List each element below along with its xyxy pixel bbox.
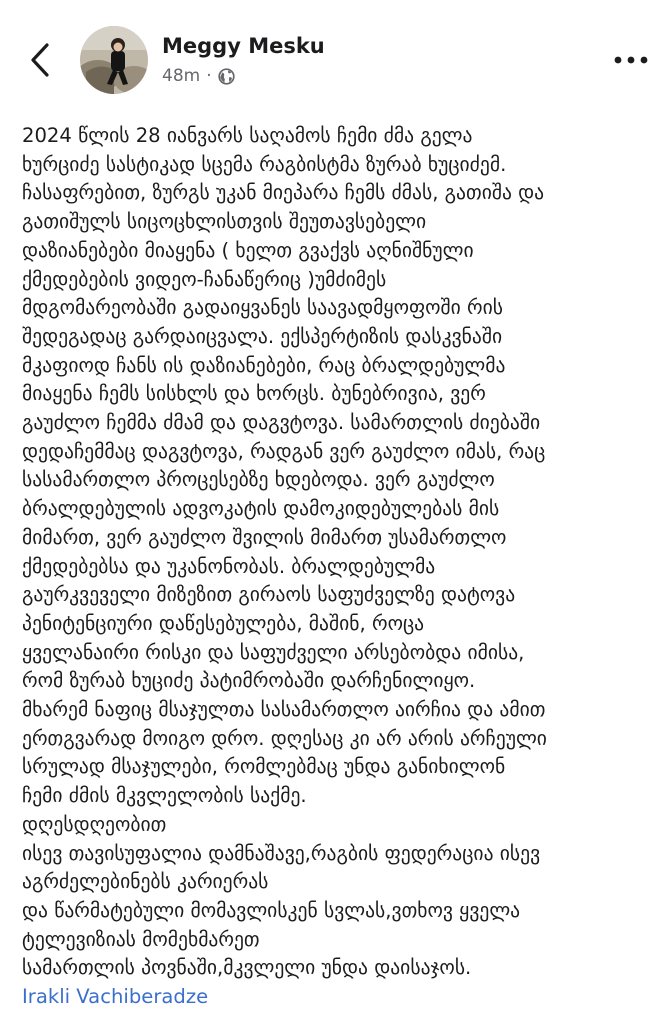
avatar[interactable] [80,26,148,94]
post-line: სრულად მსაჯულები, რომლებმაც უნდა განიხილონ [22,755,506,779]
more-horizontal-icon [614,56,648,64]
post-header [0,0,670,110]
post-line: გაურკვეველი მიზეზით გირაოს საფუძველზე დატოვა [22,583,516,607]
post-line: პენიტენციური დაწესებულება, მაშინ, როცა [22,611,425,635]
post-line: ხურციძე სასტიკად სცემა რაგბისტმა ზურაბ ხუციძემ. [22,152,507,176]
post-line: მიაყენა ჩემს სისხლს და ხორცს. ბუნებრივია, ვერ [22,382,486,406]
meta-separator: · [206,66,212,86]
post-line: მხარემ ნაფიც მსაჯულთა სასამართლო აირჩია და ამით [22,698,546,722]
post-line: ქმედებებსა და უკანონობას. ბრალდებულმა [22,554,436,578]
post-line: გათიშულს სიცოცხლისთვის შეუთავსებელი [22,210,427,234]
post-line: შედეგადაც გარდაიცვალა. ექსპერტიზის დასკვნაში [22,324,503,348]
chevron-left-icon [29,42,51,78]
author-name[interactable]: Meggy Mesku [162,34,325,58]
post-line: მკაფიოდ ჩანს ის დაზიანებები, რაც ბრალდებულმა [22,353,506,377]
post-line: მიმართ, ვერ გაუძლო შვილის მიმართ უსამართლო [22,525,507,549]
post-line: რომ ზურაბ ხუციძე პატიმრობაში დარჩენილიყო. [22,669,476,693]
post-line: ჩემი ძმის მკვლელობის საქმე. [22,784,307,808]
post-line: ჩასაფრებით, ზურგს უკან მიეპარა ჩემს ძმას, გათიშა და [22,181,545,205]
post-line: 2024 წლის 28 იანვარს საღამოს ჩემი ძმა გელა [22,124,473,147]
post-line: ბრალდებულის ადვოკატის დამოკიდებულებას მის [22,497,500,521]
post-line: ერთგვარად მოიგო დრო. დღესაც კი არ არის არჩეული [22,726,547,750]
post-line: სასამართლო პროცესებზე ხდებოდა. ვერ გაუძლო [22,468,495,492]
post-timestamp[interactable]: 48m [162,66,201,86]
post-line: და წარმატებული მომავლისკენ სვლას,ვთხოვ ყველა [22,898,521,922]
post-line: აგრძელებინებს კარიერას [22,870,269,894]
post-line: ყველანაირი რისკი და საფუძველი არსებობდა იმისა, [22,640,525,664]
post-text [22,122,654,1012]
back-button[interactable] [20,38,60,82]
post-line: დედაჩემმაც დაგვტოვა, რადგან ვერ გაუძლო იმას, რაც [22,439,546,463]
post-line: ისევ თავისუფალია დამნაშავე,რაგბის ფედერაცია ისევ [22,841,541,865]
post-line: მდგომარეობაში გადაიყვანეს საავადმყოფოში რის [22,296,504,320]
more-options-button[interactable] [608,46,654,74]
post-line: დღესდღეობით [22,812,167,836]
globe-icon [218,68,235,85]
post-line: გაუძლო ჩემმა ძმამ და დაგვტოვა. სამართლის ძიებაში [22,411,541,435]
post-line: ქმედებების ვიდეო-ჩანაწერიც )უმძიმეს [22,267,387,291]
signature-link[interactable]: Irakli Vachiberadze [22,985,209,1009]
post-line: სამართლის პოვნაში,მკვლელი უნდა დაისაჯოს. [22,956,472,980]
post-line: დაზიანებები მიაყენა ( ხელთ გვაქვს აღნიშნული [22,238,474,262]
post-meta [162,66,235,86]
post-line: ტელევიზიას მომეხმარეთ [22,927,260,951]
